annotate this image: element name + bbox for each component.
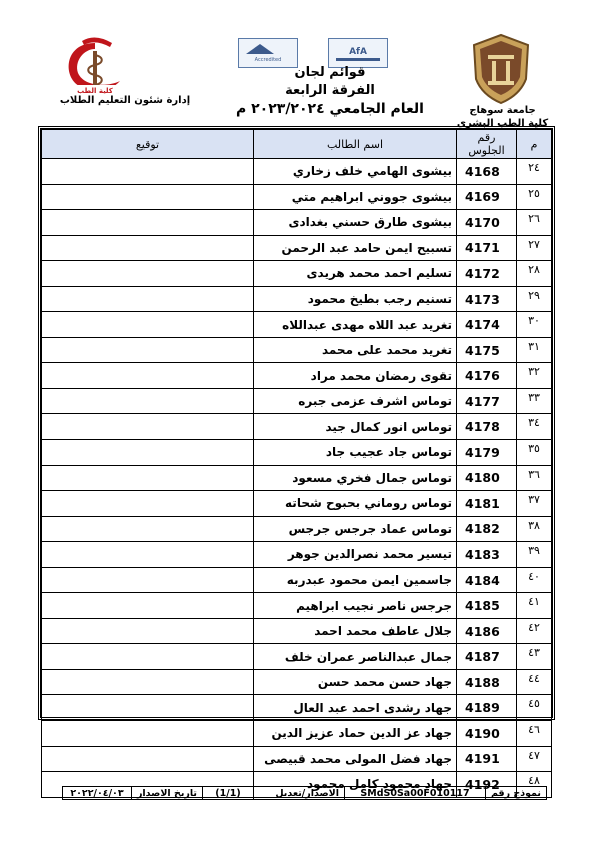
row-signature bbox=[42, 669, 254, 695]
row-seat-number: 4176 bbox=[457, 363, 517, 389]
table-row bbox=[42, 159, 552, 185]
row-signature bbox=[42, 388, 254, 414]
students-table-frame bbox=[38, 126, 555, 792]
row-signature bbox=[42, 542, 254, 568]
row-seat-number: 4175 bbox=[457, 337, 517, 363]
table-row bbox=[42, 312, 552, 338]
students-table bbox=[41, 129, 552, 798]
row-signature bbox=[42, 414, 254, 440]
table-row bbox=[42, 363, 552, 389]
row-student-name: تيسير محمد نصرالدين جوهر bbox=[254, 542, 457, 568]
row-num: ٣٩ bbox=[517, 542, 552, 568]
row-student-name: جهاد رشدى احمد عبد العال bbox=[254, 695, 457, 721]
medicine-college-logo bbox=[60, 35, 130, 97]
row-seat-number: 4177 bbox=[457, 388, 517, 414]
row-seat-number: 4172 bbox=[457, 261, 517, 287]
table-row bbox=[42, 261, 552, 287]
title-academic-year: العام الجامعي ٢٠٢٣/٢٠٢٤ م bbox=[236, 101, 424, 117]
row-signature bbox=[42, 567, 254, 593]
document-title bbox=[210, 64, 450, 118]
table-row bbox=[42, 286, 552, 312]
row-seat-number: 4173 bbox=[457, 286, 517, 312]
row-num: ٢٨ bbox=[517, 261, 552, 287]
row-student-name: جلال عاطف محمد احمد bbox=[254, 618, 457, 644]
row-signature bbox=[42, 695, 254, 721]
row-seat-number: 4191 bbox=[457, 746, 517, 772]
table-row bbox=[42, 746, 552, 772]
row-num: ٣٨ bbox=[517, 516, 552, 542]
form-number-label: نموذج رقم bbox=[485, 787, 546, 799]
issue-date-value: ٢٠٢٢/٠٤/٠٣ bbox=[70, 788, 124, 799]
table-row bbox=[42, 465, 552, 491]
university-logo bbox=[470, 33, 532, 105]
title-committees: قوائم لجان bbox=[294, 65, 366, 80]
row-num: ٣٤ bbox=[517, 414, 552, 440]
table-row bbox=[42, 414, 552, 440]
row-num: ٤٥ bbox=[517, 695, 552, 721]
row-num: ٤٨ bbox=[517, 772, 552, 798]
row-signature bbox=[42, 593, 254, 619]
header-seat-number: رقم الجلوس bbox=[457, 130, 517, 159]
row-student-name: جاسمين ايمن محمود عبدربه bbox=[254, 567, 457, 593]
row-seat-number: 4174 bbox=[457, 312, 517, 338]
table-row bbox=[42, 210, 552, 236]
row-student-name: جهاد محمود كامل محمود bbox=[254, 772, 457, 798]
row-signature bbox=[42, 465, 254, 491]
row-student-name: جرجس ناصر نجيب ابراهيم bbox=[254, 593, 457, 619]
row-num: ٢٩ bbox=[517, 286, 552, 312]
page-header bbox=[40, 30, 560, 129]
row-student-name: جهاد حسن محمد حسن bbox=[254, 669, 457, 695]
row-num: ٣٥ bbox=[517, 440, 552, 466]
row-num: ٣٦ bbox=[517, 465, 552, 491]
row-student-name: توماس جمال فخري مسعود bbox=[254, 465, 457, 491]
row-seat-number: 4189 bbox=[457, 695, 517, 721]
department-label: إدارة شئون التعليم الطلاب bbox=[59, 95, 191, 106]
row-signature bbox=[42, 618, 254, 644]
header-num: م bbox=[517, 130, 552, 159]
university-name: جامعة سوهاج bbox=[469, 105, 536, 116]
row-num: ٢٧ bbox=[517, 235, 552, 261]
svg-text:AfA: AfA bbox=[349, 47, 367, 57]
header-signature: توقيع bbox=[42, 130, 254, 159]
row-num: ٤٧ bbox=[517, 746, 552, 772]
row-seat-number: 4171 bbox=[457, 235, 517, 261]
table-row bbox=[42, 593, 552, 619]
row-num: ٢٤ bbox=[517, 159, 552, 185]
table-row bbox=[42, 567, 552, 593]
row-student-name: تقوى رمضان محمد مراد bbox=[254, 363, 457, 389]
row-student-name: تغريد محمد على محمد bbox=[254, 337, 457, 363]
svg-text:Accredited: Accredited bbox=[254, 57, 282, 63]
title-grade: الفرقة الرابعة bbox=[285, 83, 375, 98]
row-student-name: تسبيح ايمن حامد عبد الرحمن bbox=[254, 235, 457, 261]
row-signature bbox=[42, 721, 254, 747]
row-seat-number: 4178 bbox=[457, 414, 517, 440]
row-num: ٤٦ bbox=[517, 721, 552, 747]
row-student-name: توماس انور كمال جيد bbox=[254, 414, 457, 440]
row-seat-number: 4185 bbox=[457, 593, 517, 619]
row-seat-number: 4170 bbox=[457, 210, 517, 236]
table-row bbox=[42, 618, 552, 644]
row-student-name: جمال عبدالناصر عمران خلف bbox=[254, 644, 457, 670]
row-num: ٢٥ bbox=[517, 184, 552, 210]
table-row bbox=[42, 440, 552, 466]
row-seat-number: 4184 bbox=[457, 567, 517, 593]
row-num: ٣٣ bbox=[517, 388, 552, 414]
row-signature bbox=[42, 746, 254, 772]
row-seat-number: 4190 bbox=[457, 721, 517, 747]
row-num: ٣٠ bbox=[517, 312, 552, 338]
row-student-name: توماس جاد عجيب جاد bbox=[254, 440, 457, 466]
row-student-name: توماس عماد جرجس جرجس bbox=[254, 516, 457, 542]
table-row bbox=[42, 516, 552, 542]
row-seat-number: 4187 bbox=[457, 644, 517, 670]
row-student-name: بيشوى طارق حسني بغدادى bbox=[254, 210, 457, 236]
row-num: ٤١ bbox=[517, 593, 552, 619]
row-seat-number: 4181 bbox=[457, 491, 517, 517]
row-student-name: جهاد عز الدين حماد عزيز الدين bbox=[254, 721, 457, 747]
row-seat-number: 4188 bbox=[457, 669, 517, 695]
row-signature bbox=[42, 440, 254, 466]
row-seat-number: 4183 bbox=[457, 542, 517, 568]
row-num: ٢٦ bbox=[517, 210, 552, 236]
row-student-name: تسنيم رجب بطيخ محمود bbox=[254, 286, 457, 312]
row-num: ٣٢ bbox=[517, 363, 552, 389]
faculty-name: كلية الطب البشرى bbox=[456, 118, 549, 129]
row-signature bbox=[42, 337, 254, 363]
row-signature bbox=[42, 184, 254, 210]
row-signature bbox=[42, 210, 254, 236]
svg-text:كلية الطب: كلية الطب bbox=[77, 87, 113, 95]
row-signature bbox=[42, 312, 254, 338]
row-signature bbox=[42, 491, 254, 517]
row-signature bbox=[42, 644, 254, 670]
issue-date-label: تاريخ الاصدار bbox=[131, 787, 202, 799]
row-seat-number: 4192 bbox=[457, 772, 517, 798]
table-row bbox=[42, 669, 552, 695]
row-student-name: جهاد فضل المولى محمد قبيصى bbox=[254, 746, 457, 772]
form-number-code: SMdS0Sa00F010117 bbox=[344, 787, 485, 799]
table-row bbox=[42, 721, 552, 747]
row-num: ٤٠ bbox=[517, 567, 552, 593]
table-row bbox=[42, 235, 552, 261]
table-row bbox=[42, 644, 552, 670]
row-signature bbox=[42, 286, 254, 312]
row-seat-number: 4168 bbox=[457, 159, 517, 185]
row-signature bbox=[42, 235, 254, 261]
row-num: ٤٤ bbox=[517, 669, 552, 695]
row-signature bbox=[42, 159, 254, 185]
row-seat-number: 4179 bbox=[457, 440, 517, 466]
table-row bbox=[42, 542, 552, 568]
table-row bbox=[42, 695, 552, 721]
row-num: ٤٢ bbox=[517, 618, 552, 644]
table-row bbox=[42, 491, 552, 517]
version-label: الاصدار/تعديل bbox=[253, 787, 344, 799]
row-num: ٤٣ bbox=[517, 644, 552, 670]
row-student-name: تسليم احمد محمد هريدى bbox=[254, 261, 457, 287]
row-seat-number: 4182 bbox=[457, 516, 517, 542]
row-student-name: تغريد عبد اللاه مهدى عبداللاه bbox=[254, 312, 457, 338]
row-seat-number: 4186 bbox=[457, 618, 517, 644]
table-row bbox=[42, 184, 552, 210]
table-row bbox=[42, 388, 552, 414]
row-signature bbox=[42, 516, 254, 542]
form-footer bbox=[62, 786, 547, 800]
row-signature bbox=[42, 261, 254, 287]
row-seat-number: 4169 bbox=[457, 184, 517, 210]
row-student-name: بيشوى الهامي خلف زخاري bbox=[254, 159, 457, 185]
row-student-name: توماس روماني بحبوح شحاته bbox=[254, 491, 457, 517]
table-header-row bbox=[42, 130, 552, 159]
table-row bbox=[42, 337, 552, 363]
row-student-name: توماس اشرف عزمى جبره bbox=[254, 388, 457, 414]
row-num: ٣٧ bbox=[517, 491, 552, 517]
row-student-name: بيشوى جووني ابراهيم متي bbox=[254, 184, 457, 210]
row-num: ٣١ bbox=[517, 337, 552, 363]
row-signature bbox=[42, 363, 254, 389]
header-student-name: اسم الطالب bbox=[254, 130, 457, 159]
row-seat-number: 4180 bbox=[457, 465, 517, 491]
version-value: (1/1) bbox=[202, 787, 253, 799]
